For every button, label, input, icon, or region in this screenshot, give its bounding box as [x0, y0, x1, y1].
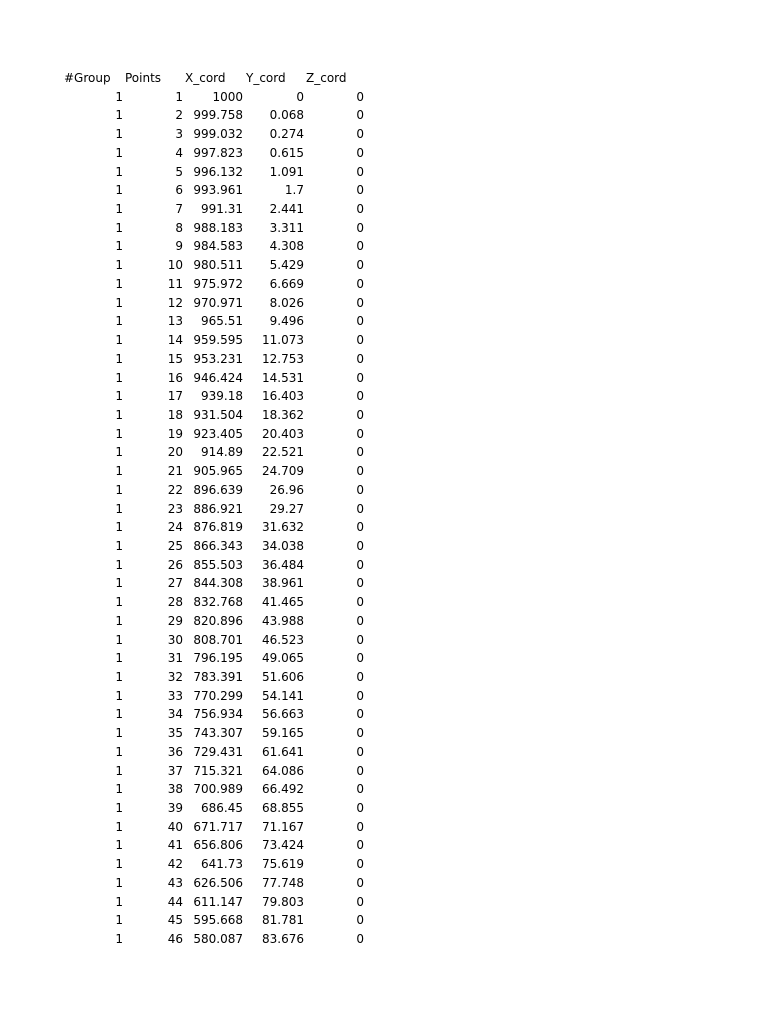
cell-y-cord: 83.676	[262, 932, 304, 947]
header-group: #Group	[64, 71, 111, 85]
cell-y-cord: 18.362	[262, 407, 304, 422]
table-row	[0, 275, 768, 294]
cell-x-cord: 997.823	[193, 145, 243, 160]
cell-points: 17	[167, 389, 183, 404]
cell-group: 1	[115, 333, 123, 348]
cell-points: 29	[167, 613, 183, 628]
table-row	[0, 593, 768, 612]
table-row	[0, 874, 768, 893]
cell-group: 1	[115, 220, 123, 235]
table-row	[0, 818, 768, 837]
table-row	[0, 612, 768, 631]
table-body	[0, 88, 768, 949]
cell-points: 8	[175, 220, 183, 235]
table-row	[0, 144, 768, 163]
cell-z-cord: 0	[356, 183, 364, 198]
cell-z-cord: 0	[356, 220, 364, 235]
cell-group: 1	[115, 782, 123, 797]
cell-points: 2	[175, 108, 183, 123]
cell-group: 1	[115, 445, 123, 460]
cell-z-cord: 0	[356, 857, 364, 872]
cell-z-cord: 0	[356, 632, 364, 647]
cell-x-cord: 896.639	[193, 482, 243, 497]
cell-z-cord: 0	[356, 763, 364, 778]
header-z-cord: Z_cord	[306, 71, 347, 85]
cell-points: 33	[167, 688, 183, 703]
cell-points: 45	[167, 913, 183, 928]
cell-y-cord: 14.531	[262, 370, 304, 385]
cell-z-cord: 0	[356, 744, 364, 759]
cell-y-cord: 79.803	[262, 894, 304, 909]
table-row	[0, 125, 768, 144]
cell-y-cord: 8.026	[269, 295, 304, 310]
cell-y-cord: 0.068	[269, 108, 304, 123]
header-points: Points	[125, 71, 162, 85]
cell-y-cord: 49.065	[262, 651, 304, 666]
cell-group: 1	[115, 913, 123, 928]
cell-z-cord: 0	[356, 370, 364, 385]
table-row	[0, 312, 768, 331]
cell-y-cord: 16.403	[262, 389, 304, 404]
table-row	[0, 518, 768, 537]
cell-y-cord: 22.521	[262, 445, 304, 460]
cell-y-cord: 56.663	[262, 707, 304, 722]
cell-x-cord: 980.511	[193, 258, 243, 273]
cell-group: 1	[115, 127, 123, 142]
cell-x-cord: 999.032	[193, 127, 243, 142]
cell-group: 1	[115, 314, 123, 329]
cell-x-cord: 611.147	[193, 894, 243, 909]
header-x-cord: X_cord	[185, 71, 226, 85]
cell-y-cord: 64.086	[262, 763, 304, 778]
cell-points: 42	[167, 857, 183, 872]
cell-z-cord: 0	[356, 407, 364, 422]
cell-y-cord: 73.424	[262, 838, 304, 853]
cell-points: 20	[167, 445, 183, 460]
cell-z-cord: 0	[356, 894, 364, 909]
cell-z-cord: 0	[356, 258, 364, 273]
table-row	[0, 762, 768, 781]
cell-group: 1	[115, 183, 123, 198]
cell-x-cord: 783.391	[193, 670, 243, 684]
cell-group: 1	[115, 482, 123, 497]
cell-group: 1	[115, 426, 123, 441]
cell-y-cord: 12.753	[262, 351, 304, 366]
cell-group: 1	[115, 670, 123, 684]
cell-x-cord: 700.989	[193, 782, 243, 797]
cell-z-cord: 0	[356, 202, 364, 217]
cell-points: 39	[167, 801, 183, 816]
cell-y-cord: 1.091	[269, 164, 304, 179]
cell-x-cord: 808.701	[193, 632, 243, 647]
cell-y-cord: 51.606	[262, 670, 304, 684]
cell-x-cord: 876.819	[193, 520, 243, 535]
table-row	[0, 331, 768, 350]
cell-group: 1	[115, 145, 123, 160]
cell-points: 1	[175, 89, 183, 104]
table-row	[0, 500, 768, 519]
table-row	[0, 855, 768, 874]
cell-z-cord: 0	[356, 613, 364, 628]
cell-x-cord: 820.896	[193, 613, 243, 628]
cell-points: 6	[175, 183, 183, 198]
cell-z-cord: 0	[356, 501, 364, 516]
table-row	[0, 237, 768, 256]
cell-x-cord: 939.18	[201, 389, 243, 404]
cell-y-cord: 71.167	[262, 819, 304, 834]
cell-z-cord: 0	[356, 913, 364, 928]
cell-x-cord: 975.972	[193, 276, 243, 291]
table-row	[0, 481, 768, 500]
table-row	[0, 294, 768, 313]
cell-z-cord: 0	[356, 239, 364, 254]
cell-x-cord: 855.503	[193, 557, 243, 572]
cell-y-cord: 81.781	[262, 913, 304, 928]
cell-x-cord: 946.424	[193, 370, 243, 385]
table-row	[0, 219, 768, 238]
cell-x-cord: 984.583	[193, 239, 243, 254]
cell-y-cord: 66.492	[262, 782, 304, 797]
cell-x-cord: 923.405	[193, 426, 243, 441]
table-row	[0, 88, 768, 107]
cell-z-cord: 0	[356, 464, 364, 479]
cell-x-cord: 844.308	[193, 576, 243, 591]
cell-group: 1	[115, 632, 123, 647]
cell-group: 1	[115, 838, 123, 853]
cell-group: 1	[115, 276, 123, 291]
cell-z-cord: 0	[356, 670, 364, 684]
table-row	[0, 893, 768, 912]
cell-group: 1	[115, 763, 123, 778]
cell-y-cord: 41.465	[262, 595, 304, 610]
cell-x-cord: 988.183	[193, 220, 243, 235]
cell-points: 41	[167, 838, 183, 853]
cell-z-cord: 0	[356, 389, 364, 404]
cell-y-cord: 59.165	[262, 726, 304, 741]
table-row	[0, 256, 768, 275]
cell-x-cord: 905.965	[193, 464, 243, 479]
cell-group: 1	[115, 164, 123, 179]
cell-points: 37	[167, 763, 183, 778]
cell-group: 1	[115, 875, 123, 890]
cell-z-cord: 0	[356, 276, 364, 291]
table-row	[0, 705, 768, 724]
cell-group: 1	[115, 726, 123, 741]
cell-y-cord: 36.484	[262, 557, 304, 572]
cell-points: 3	[175, 127, 183, 142]
cell-group: 1	[115, 370, 123, 385]
cell-y-cord: 0.274	[269, 127, 304, 142]
cell-x-cord: 580.087	[193, 932, 243, 947]
cell-points: 15	[167, 351, 183, 366]
cell-points: 44	[167, 894, 183, 909]
cell-x-cord: 931.504	[193, 407, 243, 422]
cell-z-cord: 0	[356, 932, 364, 947]
cell-y-cord: 77.748	[262, 875, 304, 890]
cell-group: 1	[115, 744, 123, 759]
cell-points: 18	[167, 407, 183, 422]
cell-y-cord: 1.7	[284, 183, 304, 198]
cell-group: 1	[115, 932, 123, 947]
cell-x-cord: 743.307	[193, 726, 243, 741]
cell-points: 19	[167, 426, 183, 441]
cell-points: 34	[167, 707, 183, 722]
cell-x-cord: 886.921	[193, 501, 243, 516]
cell-z-cord: 0	[356, 819, 364, 834]
cell-group: 1	[115, 501, 123, 516]
cell-x-cord: 999.758	[193, 108, 243, 123]
cell-group: 1	[115, 108, 123, 123]
cell-x-cord: 866.343	[193, 538, 243, 553]
cell-y-cord: 31.632	[262, 520, 304, 535]
cell-x-cord: 965.51	[201, 314, 243, 329]
cell-points: 5	[175, 164, 183, 179]
cell-y-cord: 34.038	[262, 538, 304, 553]
cell-z-cord: 0	[356, 164, 364, 179]
cell-x-cord: 595.668	[193, 913, 243, 928]
cell-x-cord: 996.132	[193, 164, 243, 179]
cell-x-cord: 656.806	[193, 838, 243, 853]
cell-points: 21	[167, 464, 183, 479]
cell-z-cord: 0	[356, 707, 364, 722]
cell-x-cord: 756.934	[193, 707, 243, 722]
table-row	[0, 743, 768, 762]
cell-y-cord: 3.311	[269, 220, 304, 235]
cell-group: 1	[115, 613, 123, 628]
table-row	[0, 911, 768, 930]
table-row	[0, 181, 768, 200]
cell-x-cord: 953.231	[193, 351, 243, 366]
cell-z-cord: 0	[356, 595, 364, 610]
table-row	[0, 799, 768, 818]
cell-y-cord: 20.403	[262, 426, 304, 441]
cell-points: 27	[167, 576, 183, 591]
cell-x-cord: 959.595	[193, 333, 243, 348]
cell-x-cord: 671.717	[193, 819, 243, 834]
cell-points: 4	[175, 145, 183, 160]
table-row	[0, 106, 768, 125]
cell-group: 1	[115, 407, 123, 422]
cell-x-cord: 686.45	[201, 801, 243, 816]
table-header-row	[0, 69, 768, 88]
cell-points: 22	[167, 482, 183, 497]
cell-group: 1	[115, 520, 123, 535]
cell-group: 1	[115, 295, 123, 310]
cell-points: 26	[167, 557, 183, 572]
cell-points: 10	[167, 258, 183, 273]
table-row	[0, 537, 768, 556]
cell-x-cord: 993.961	[193, 183, 243, 198]
cell-x-cord: 641.73	[201, 857, 243, 872]
cell-group: 1	[115, 464, 123, 479]
cell-x-cord: 715.321	[193, 763, 243, 778]
cell-x-cord: 796.195	[193, 651, 243, 666]
table-row	[0, 369, 768, 388]
cell-group: 1	[115, 576, 123, 591]
table-row	[0, 668, 768, 687]
cell-points: 32	[167, 670, 183, 684]
cell-points: 38	[167, 782, 183, 797]
table-row	[0, 200, 768, 219]
cell-points: 12	[167, 295, 183, 310]
cell-points: 13	[167, 314, 183, 329]
cell-y-cord: 29.27	[269, 501, 304, 516]
cell-points: 30	[167, 632, 183, 647]
cell-y-cord: 9.496	[269, 314, 304, 329]
table-row	[0, 687, 768, 706]
cell-x-cord: 914.89	[201, 445, 243, 460]
cell-x-cord: 1000	[212, 89, 243, 104]
header-y-cord: Y_cord	[246, 71, 286, 85]
cell-group: 1	[115, 557, 123, 572]
table-row	[0, 350, 768, 369]
cell-y-cord: 38.961	[262, 576, 304, 591]
cell-points: 40	[167, 819, 183, 834]
cell-x-cord: 729.431	[193, 744, 243, 759]
cell-y-cord: 43.988	[262, 613, 304, 628]
cell-z-cord: 0	[356, 127, 364, 142]
cell-points: 7	[175, 202, 183, 217]
table-row	[0, 780, 768, 799]
table-row	[0, 930, 768, 949]
cell-points: 28	[167, 595, 183, 610]
table-row	[0, 724, 768, 743]
cell-y-cord: 54.141	[262, 688, 304, 703]
cell-z-cord: 0	[356, 557, 364, 572]
cell-points: 11	[167, 276, 183, 291]
cell-z-cord: 0	[356, 726, 364, 741]
table-row	[0, 425, 768, 444]
cell-group: 1	[115, 389, 123, 404]
cell-z-cord: 0	[356, 351, 364, 366]
cell-y-cord: 2.441	[269, 202, 304, 217]
cell-z-cord: 0	[356, 426, 364, 441]
cell-points: 43	[167, 875, 183, 890]
cell-points: 35	[167, 726, 183, 741]
cell-x-cord: 991.31	[201, 202, 243, 217]
cell-group: 1	[115, 801, 123, 816]
cell-group: 1	[115, 351, 123, 366]
cell-group: 1	[115, 688, 123, 703]
cell-points: 14	[167, 333, 183, 348]
cell-points: 46	[167, 932, 183, 947]
cell-x-cord: 970.971	[193, 295, 243, 310]
cell-z-cord: 0	[356, 875, 364, 890]
cell-y-cord: 0.615	[269, 145, 304, 160]
cell-group: 1	[115, 707, 123, 722]
cell-y-cord: 26.96	[269, 482, 304, 497]
table-row	[0, 649, 768, 668]
cell-points: 23	[167, 501, 183, 516]
cell-x-cord: 770.299	[193, 688, 243, 703]
cell-points: 36	[167, 744, 183, 759]
table-row	[0, 556, 768, 575]
cell-y-cord: 11.073	[262, 333, 304, 348]
cell-points: 16	[167, 370, 183, 385]
cell-y-cord: 68.855	[262, 801, 304, 816]
cell-y-cord: 5.429	[269, 258, 304, 273]
cell-z-cord: 0	[356, 538, 364, 553]
cell-group: 1	[115, 202, 123, 217]
cell-group: 1	[115, 857, 123, 872]
cell-z-cord: 0	[356, 838, 364, 853]
cell-z-cord: 0	[356, 445, 364, 460]
table-row	[0, 462, 768, 481]
cell-y-cord: 75.619	[262, 857, 304, 872]
cell-z-cord: 0	[356, 688, 364, 703]
cell-points: 24	[167, 520, 183, 535]
table-row	[0, 406, 768, 425]
cell-group: 1	[115, 258, 123, 273]
cell-z-cord: 0	[356, 801, 364, 816]
cell-x-cord: 626.506	[193, 875, 243, 890]
table-row	[0, 574, 768, 593]
cell-y-cord: 6.669	[269, 276, 304, 291]
coordinate-table	[0, 69, 768, 949]
cell-z-cord: 0	[356, 89, 364, 104]
cell-z-cord: 0	[356, 145, 364, 160]
cell-z-cord: 0	[356, 782, 364, 797]
cell-group: 1	[115, 89, 123, 104]
cell-y-cord: 61.641	[262, 744, 304, 759]
cell-points: 9	[175, 239, 183, 254]
table-row	[0, 443, 768, 462]
cell-z-cord: 0	[356, 482, 364, 497]
cell-z-cord: 0	[356, 333, 364, 348]
cell-z-cord: 0	[356, 520, 364, 535]
cell-group: 1	[115, 538, 123, 553]
cell-group: 1	[115, 819, 123, 834]
cell-x-cord: 832.768	[193, 595, 243, 610]
cell-points: 31	[167, 651, 183, 666]
cell-group: 1	[115, 651, 123, 666]
cell-y-cord: 4.308	[269, 239, 304, 254]
cell-y-cord: 24.709	[262, 464, 304, 479]
cell-z-cord: 0	[356, 295, 364, 310]
cell-z-cord: 0	[356, 108, 364, 123]
cell-z-cord: 0	[356, 314, 364, 329]
cell-y-cord: 0	[296, 89, 304, 104]
cell-z-cord: 0	[356, 651, 364, 666]
cell-group: 1	[115, 239, 123, 254]
table-row	[0, 836, 768, 855]
table-row	[0, 387, 768, 406]
table-row	[0, 631, 768, 650]
table-row	[0, 163, 768, 182]
cell-points: 25	[167, 538, 183, 553]
cell-z-cord: 0	[356, 576, 364, 591]
cell-y-cord: 46.523	[262, 632, 304, 647]
cell-group: 1	[115, 894, 123, 909]
cell-group: 1	[115, 595, 123, 610]
